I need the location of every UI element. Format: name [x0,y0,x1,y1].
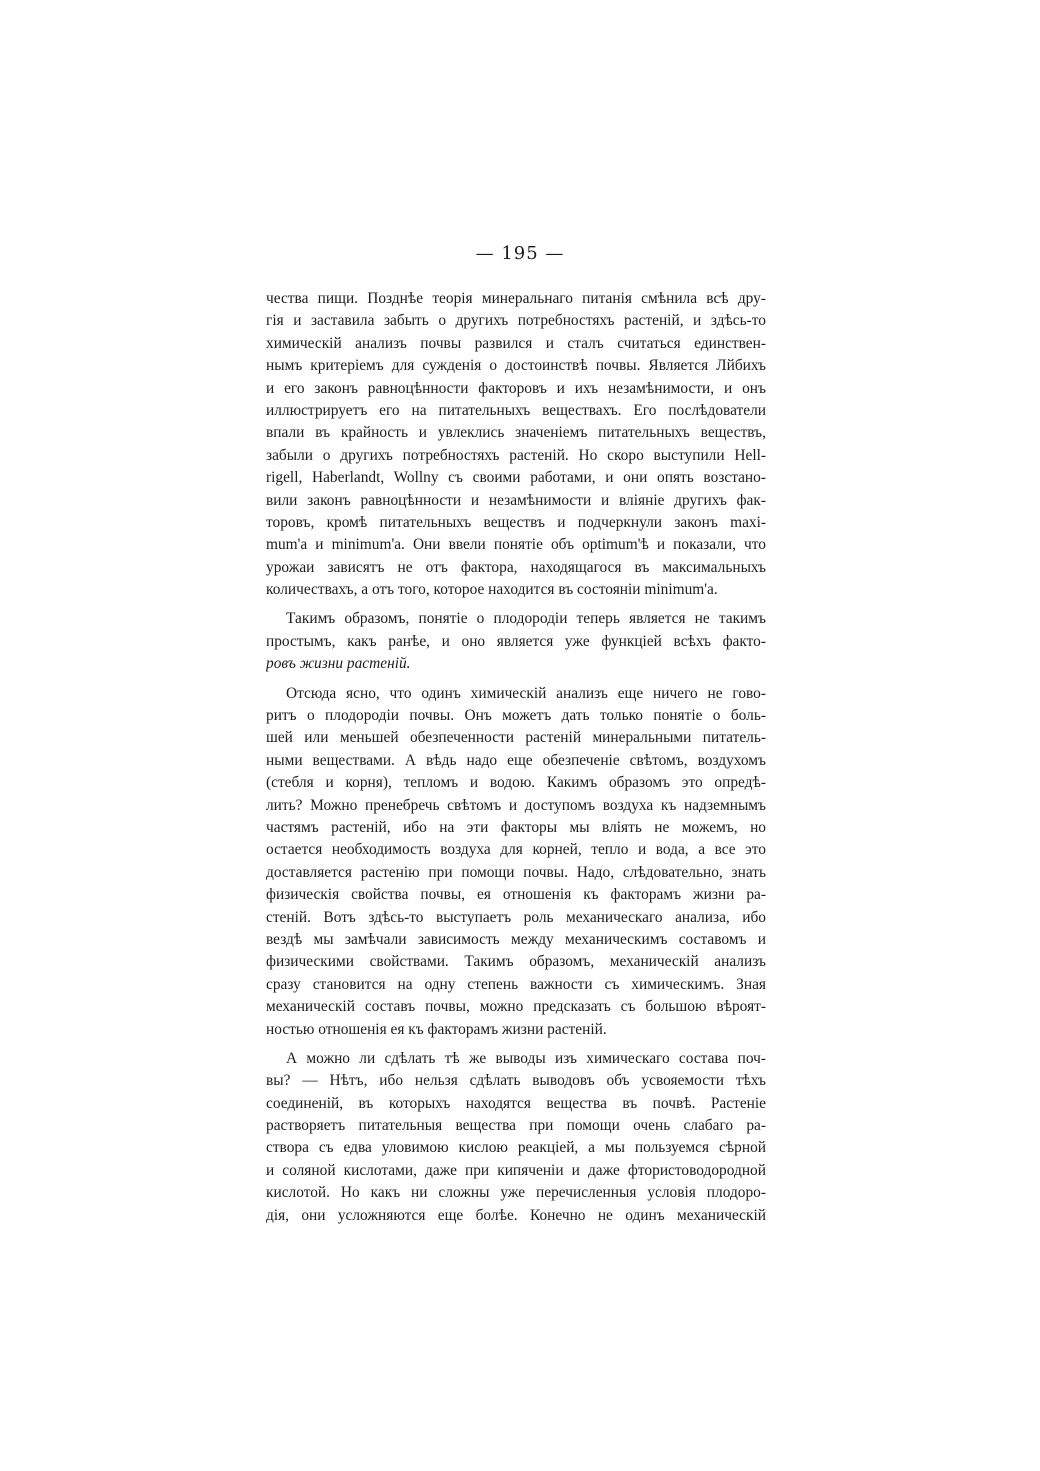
text-line: сразу становится на одну степень важности съ химическимъ. Зная [266,975,766,993]
text-line: чества пищи. Позднѣе теорія минеральнаго питанія смѣнила всѣ дру- [266,290,766,307]
text-line: и соляной кислотами, даже при кипяченіи и даже фтористоводородной [266,1161,766,1179]
body-text [266,288,766,1227]
paragraph-gap [266,1041,766,1048]
text-line: физическія свойства почвы, ея отношенія къ факторамъ жизни ра- [266,886,766,904]
text-line: растворяетъ питательныя вещества при помощи очень слабаго ра- [266,1117,766,1135]
text-line: физическими свойствами. Такимъ образомъ, механическій анализъ [266,953,766,971]
text-line: Такимъ образомъ, понятіе о плодородіи теперь является не такимъ [286,610,766,628]
text-line: вездѣ мы замѣчали зависимость между механическимъ составомъ и [266,930,766,948]
text-line: соединеній, въ которыхъ находятся вещества въ почвѣ. Растеніе [266,1094,766,1112]
text-line: mum'a и minimum'a. Они ввели понятіе объ optimum'ѣ и показали, что [266,536,766,554]
text-line: створа съ едва уловимою кислою реакціей, а мы пользуемся сѣрной [266,1139,766,1157]
text-line: простымъ, какъ ранѣе, и оно является уже функціей всѣхъ факто- [266,632,766,650]
text-line: ритъ о плодородіи почвы. Онъ можетъ дать только понятіе о боль- [266,707,766,725]
text-line: впали въ крайность и увлеклись значеніемъ питательныхъ веществъ, [266,424,766,442]
text-line: стеній. Вотъ здѣсь-то выступаетъ роль механическаго анализа, ибо [266,908,766,926]
text-line: торовъ, кромѣ питательныхъ веществъ и подчеркнули законъ maxi- [266,513,766,531]
text-line: химическій анализъ почвы развился и сталъ считаться единствен- [266,334,766,352]
text-line: нымъ критеріемъ для сужденія о достоинствѣ почвы. Является Лйбихъ [266,357,766,375]
paragraph-3 [266,683,766,1041]
paragraph-4 [266,1048,766,1227]
text-line: Отсюда ясно, что одинъ химическій анализъ еще ничего не гово- [286,684,766,702]
page-number: — 195 — [475,243,565,264]
text-line: кислотой. Но какъ ни сложны уже перечисленныя условія плодоро- [266,1184,766,1202]
text-line: забыли о другихъ потребностяхъ растеній. Но скоро выступили Hell- [266,446,766,464]
text-line: иллюстрируетъ его на питательныхъ веществахъ. Его послѣдователи [266,401,766,419]
text-line: гія и заставила забыть о другихъ потребностяхъ растеній, и здѣсь-то [266,312,766,330]
text-line: лить? Можно пренебречь свѣтомъ и доступомъ воздуха къ надземнымъ [266,796,766,814]
paragraph-gap [266,676,766,683]
text-line: урожаи зависятъ не отъ фактора, находящагося въ максимальныхъ [266,558,766,576]
text-line: rigell, Haberlandt, Wollny съ своими работами, и они опять возстано- [266,469,766,487]
text-line: дія, они усложняются еще болѣе. Конечно не одинъ механическій [266,1206,766,1224]
text-line: доставляется растенію при помощи почвы. Надо, слѣдовательно, знать [266,863,766,881]
text-line: шей или меньшей обезпеченности растеній минеральными питатель- [266,729,766,747]
text-line: ными веществами. А вѣдь надо еще обезпеченіе свѣтомъ, воздухомъ [266,751,766,769]
paragraph-gap [266,601,766,608]
text-line: и его законъ равноцѣнности факторовъ и ихъ незамѣнимости, и онъ [266,379,766,397]
text-line: (стебля и корня), тепломъ и водою. Какимъ образомъ это опредѣ- [266,774,766,792]
text-line: частямъ растеній, ибо на эти факторы мы вліять не можемъ, но [266,818,766,836]
text-line: механическій составъ почвы, можно предсказать съ большою вѣроят- [266,998,766,1016]
text-line: количествахъ, а отъ того, которое находится въ состояніи minimum'a. [266,581,718,599]
text-line: А можно ли сдѣлать тѣ же выводы изъ химическаго состава поч- [286,1049,766,1067]
paragraph-1 [266,288,766,601]
text-line: вы? — Нѣтъ, ибо нельзя сдѣлать выводовъ объ усвояемости тѣхъ [266,1072,766,1090]
text-line: остается необходимость воздуха для корней, тепло и вода, а все это [266,841,766,859]
paragraph-2 [266,608,766,675]
text-line-italic: ровъ жизни растеній. [266,655,411,673]
text-line: вили законъ равноцѣнности и незамѣнимости и вліяніе другихъ фак- [266,491,766,509]
text-line: ностью отношенія ея къ факторамъ жизни растеній. [266,1020,607,1038]
